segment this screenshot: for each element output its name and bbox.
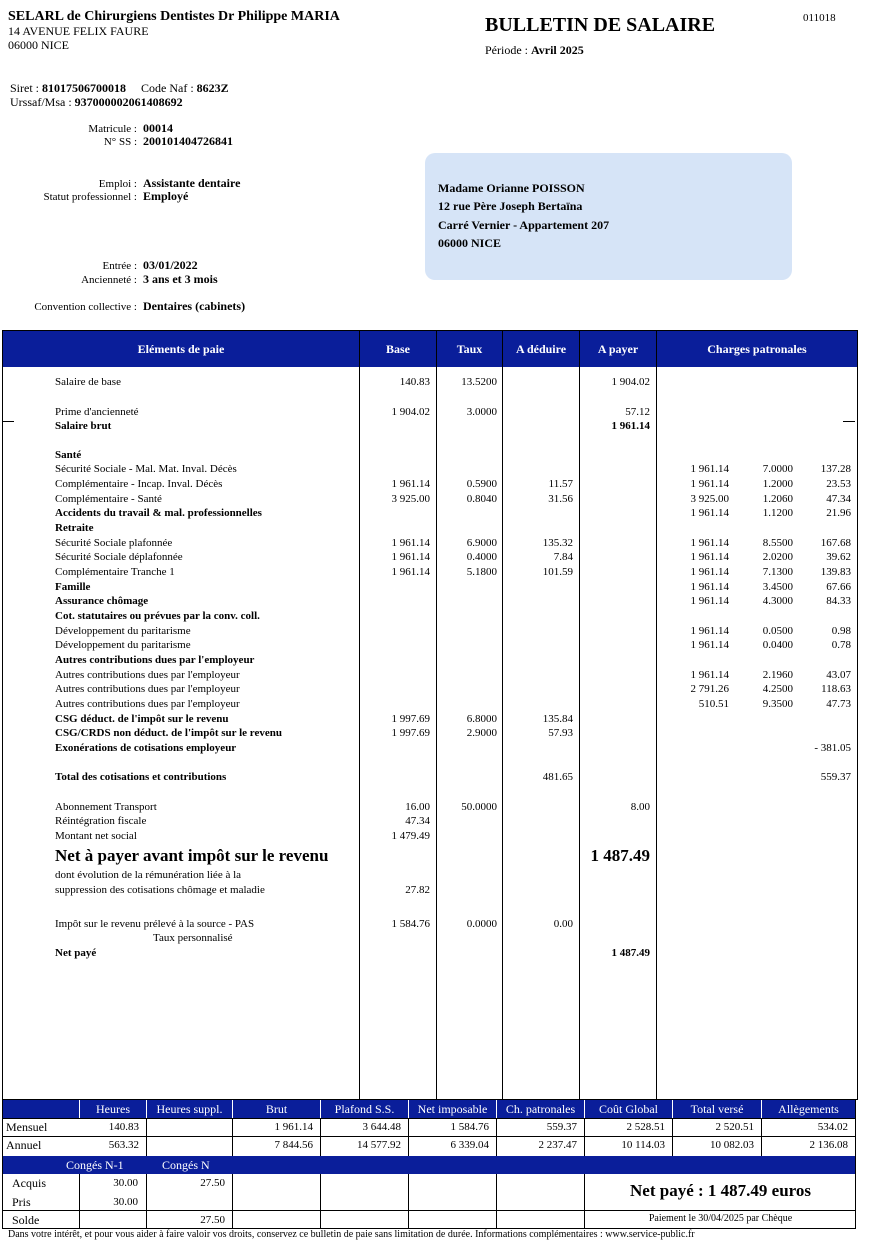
table-row bbox=[3, 830, 857, 845]
cell-ptaux: 4.3000 bbox=[762, 595, 793, 607]
cell-payer: 1 487.49 bbox=[611, 947, 650, 959]
cell-payer: 57.12 bbox=[625, 406, 650, 418]
cell-deduire: 57.93 bbox=[548, 727, 573, 739]
cell-taux: 50.0000 bbox=[461, 801, 497, 813]
grid-line bbox=[408, 1174, 409, 1228]
cell-label: Taux personnalisé bbox=[153, 932, 233, 944]
cell-label: CSG/CRDS non déduct. de l'impôt sur le revenu bbox=[55, 727, 282, 739]
grid-line bbox=[761, 1118, 762, 1156]
cell-pmontant: 43.07 bbox=[826, 669, 851, 681]
cell-pbase: 1 961.14 bbox=[690, 581, 729, 593]
cell-ptaux: 0.0500 bbox=[762, 625, 793, 637]
table-row bbox=[3, 581, 857, 596]
cell-taux: 6.9000 bbox=[466, 537, 497, 549]
conges-pris-label: Pris bbox=[12, 1195, 31, 1209]
cell-label: Cot. statutaires ou prévues par la conv. coll. bbox=[55, 610, 260, 622]
table-row bbox=[3, 654, 857, 669]
summary-header-6: Coût Global bbox=[585, 1100, 672, 1118]
cell-taux: 0.0000 bbox=[466, 918, 497, 930]
table-row bbox=[3, 463, 857, 478]
table-row bbox=[3, 727, 857, 742]
cell-deduire: 0.00 bbox=[553, 918, 573, 930]
summary-header-7: Total versé bbox=[673, 1100, 761, 1118]
cell-base: 27.82 bbox=[405, 884, 430, 896]
cell-pmontant: 139.83 bbox=[820, 566, 851, 578]
cell-pmontant: 0.98 bbox=[831, 625, 851, 637]
cell-taux: 13.5200 bbox=[461, 376, 497, 388]
summary-annuel-8: 2 136.08 bbox=[809, 1139, 848, 1151]
summary-header-5: Ch. patronales bbox=[497, 1100, 584, 1118]
conges-solde-label: Solde bbox=[12, 1213, 40, 1227]
summary-mensuel-5: 559.37 bbox=[546, 1121, 577, 1133]
summary-annuel-0: 563.32 bbox=[108, 1139, 139, 1151]
table-row bbox=[3, 625, 857, 640]
ss-label: N° SS : bbox=[103, 136, 137, 148]
cell-pmontant: 47.73 bbox=[826, 698, 851, 710]
cell-label: Sécurité Sociale déplafonnée bbox=[55, 551, 183, 563]
cell-taux: 2.9000 bbox=[466, 727, 497, 739]
cell-label: Net payé bbox=[55, 947, 97, 959]
cell-pmontant: 84.33 bbox=[826, 595, 851, 607]
table-row bbox=[3, 815, 857, 830]
grid-line bbox=[146, 1118, 147, 1156]
cell-pmontant: 67.66 bbox=[826, 581, 851, 593]
cell-label: Complémentaire - Santé bbox=[55, 493, 162, 505]
conges-pris-n1: 30.00 bbox=[113, 1196, 138, 1208]
summary-header-blank bbox=[2, 1100, 79, 1118]
recipient-city: 06000 NICE bbox=[438, 236, 502, 250]
cell-label: Réintégration fiscale bbox=[55, 815, 147, 827]
cell-label: Autres contributions dues par l'employeur bbox=[55, 698, 240, 710]
siret-line bbox=[10, 81, 229, 96]
cell-payer: 1 487.49 bbox=[590, 846, 650, 865]
cell-pbase: 1 961.14 bbox=[690, 507, 729, 519]
cell-label: Autres contributions dues par l'employeur bbox=[55, 683, 240, 695]
company-address-line2: 06000 NICE bbox=[8, 38, 69, 52]
grid-line bbox=[2, 1118, 856, 1119]
fold-mark-left bbox=[2, 421, 14, 422]
summary-mensuel-2: 1 961.14 bbox=[274, 1121, 313, 1133]
table-row bbox=[3, 683, 857, 698]
cell-label: Accidents du travail & mal. professionnelles bbox=[55, 507, 262, 519]
grid-line bbox=[232, 1174, 233, 1228]
cell-payer: 8.00 bbox=[630, 801, 650, 813]
document-title: BULLETIN DE SALAIRE bbox=[485, 14, 716, 36]
grid-line bbox=[2, 1210, 856, 1211]
cell-pmontant: 47.34 bbox=[826, 493, 851, 505]
cell-taux: 3.0000 bbox=[466, 406, 497, 418]
cell-ptaux: 2.0200 bbox=[762, 551, 793, 563]
cell-taux: 6.8000 bbox=[466, 713, 497, 725]
table-row bbox=[3, 449, 857, 464]
cell-label: Famille bbox=[55, 581, 91, 593]
grid-line bbox=[496, 1174, 497, 1228]
cell-taux: 0.5900 bbox=[466, 478, 497, 490]
conges-acquis-label: Acquis bbox=[12, 1176, 46, 1190]
cell-ptaux: 4.2500 bbox=[762, 683, 793, 695]
cell-label: Santé bbox=[55, 449, 82, 461]
naf-label: Code Naf : bbox=[141, 81, 194, 95]
summary-header-8: Allègements bbox=[762, 1100, 855, 1118]
pay-elements-table bbox=[2, 330, 858, 1100]
cell-pbase: 1 961.14 bbox=[690, 595, 729, 607]
cell-taux: 0.8040 bbox=[466, 493, 497, 505]
period-label: Période : bbox=[485, 43, 528, 57]
cell-ptaux: 8.5500 bbox=[762, 537, 793, 549]
company-address-line1: 14 AVENUE FELIX FAURE bbox=[8, 24, 149, 38]
convention-label: Convention collective : bbox=[34, 301, 137, 313]
summary-mensuel-3: 3 644.48 bbox=[362, 1121, 401, 1133]
table-row bbox=[3, 639, 857, 654]
table-row bbox=[3, 771, 857, 786]
cell-label: Salaire de base bbox=[55, 376, 121, 388]
cell-payer: 1 961.14 bbox=[611, 420, 650, 432]
cell-deduire: 11.57 bbox=[548, 478, 573, 490]
cell-label: Exonérations de cotisations employeur bbox=[55, 742, 237, 754]
cell-ptaux: 9.3500 bbox=[762, 698, 793, 710]
header-a-deduire: A déduire bbox=[515, 342, 567, 356]
conges-solde-n: 27.50 bbox=[200, 1214, 225, 1226]
anciennete-value: 3 ans et 3 mois bbox=[143, 272, 218, 286]
cell-deduire: 481.65 bbox=[542, 771, 573, 783]
cell-pmontant: 0.78 bbox=[831, 639, 851, 651]
summary-header-2: Brut bbox=[233, 1100, 320, 1118]
cell-deduire: 101.59 bbox=[542, 566, 573, 578]
cell-deduire: 31.56 bbox=[548, 493, 573, 505]
table-row bbox=[3, 406, 857, 421]
cell-base: 1 961.14 bbox=[391, 551, 430, 563]
table-row bbox=[3, 713, 857, 728]
table-row bbox=[3, 551, 857, 566]
emploi-value: Assistante dentaire bbox=[143, 176, 241, 190]
table-row bbox=[3, 537, 857, 552]
siret-label: Siret : bbox=[10, 81, 39, 95]
cell-label: Assurance chômage bbox=[55, 595, 149, 607]
net-paye-total: Net payé : 1 487.49 euros bbox=[630, 1181, 811, 1200]
cell-pbase: 1 961.14 bbox=[690, 537, 729, 549]
conges-n-header: Congés N bbox=[162, 1158, 210, 1172]
conges-header-bar bbox=[2, 1156, 856, 1174]
cell-pbase: 1 961.14 bbox=[690, 669, 729, 681]
cell-taux: 5.1800 bbox=[466, 566, 497, 578]
cell-payer: 1 904.02 bbox=[611, 376, 650, 388]
summary-mensuel-8: 534.02 bbox=[817, 1121, 848, 1133]
summary-annuel-5: 2 237.47 bbox=[538, 1139, 577, 1151]
cell-pbase: 3 925.00 bbox=[690, 493, 729, 505]
summary-annuel-3: 14 577.92 bbox=[357, 1139, 401, 1151]
cell-pmontant: 559.37 bbox=[820, 771, 851, 783]
cell-pmontant: 167.68 bbox=[820, 537, 851, 549]
cell-ptaux: 3.4500 bbox=[762, 581, 793, 593]
cell-label: Abonnement Transport bbox=[55, 801, 157, 813]
summary-mensuel-7: 2 520.51 bbox=[715, 1121, 754, 1133]
grid-line bbox=[672, 1118, 673, 1156]
cell-label: CSG déduct. de l'impôt sur le revenu bbox=[55, 713, 229, 725]
fold-mark-right bbox=[843, 421, 855, 422]
anciennete-label: Ancienneté : bbox=[81, 274, 137, 286]
matricule-label: Matricule : bbox=[88, 123, 137, 135]
pay-period bbox=[485, 43, 584, 58]
ss-value: 200101404726841 bbox=[143, 134, 233, 148]
summary-annuel-2: 7 844.56 bbox=[274, 1139, 313, 1151]
cell-label: Montant net social bbox=[55, 830, 137, 842]
cell-pmontant: 137.28 bbox=[820, 463, 851, 475]
cell-label: Complémentaire Tranche 1 bbox=[55, 566, 175, 578]
grid-line bbox=[320, 1118, 321, 1156]
header-a-payer: A payer bbox=[597, 342, 639, 356]
cell-pbase: 1 961.14 bbox=[690, 551, 729, 563]
cell-label: suppression des cotisations chômage et maladie bbox=[55, 884, 265, 896]
summary-annuel-7: 10 082.03 bbox=[710, 1139, 754, 1151]
cell-pmontant: 118.63 bbox=[821, 683, 851, 695]
table-row bbox=[3, 947, 857, 962]
cell-label: Retraite bbox=[55, 522, 94, 534]
payment-info: Paiement le 30/04/2025 par Chèque bbox=[648, 1213, 793, 1224]
matricule-value: 00014 bbox=[143, 121, 173, 135]
summary-mensuel-4: 1 584.76 bbox=[450, 1121, 489, 1133]
cell-pbase: 1 961.14 bbox=[690, 566, 729, 578]
urssaf-value: 937000002061408692 bbox=[74, 95, 183, 109]
grid-line bbox=[496, 1118, 497, 1156]
urssaf-label: Urssaf/Msa : bbox=[10, 95, 72, 109]
grid-line bbox=[320, 1174, 321, 1228]
grid-line bbox=[146, 1174, 147, 1228]
table-row bbox=[3, 698, 857, 713]
table-row bbox=[3, 846, 857, 865]
conges-n1-header: Congés N-1 bbox=[66, 1158, 124, 1172]
summary-header-3: Plafond S.S. bbox=[321, 1100, 408, 1118]
table-row bbox=[3, 478, 857, 493]
row-label-annuel: Annuel bbox=[6, 1138, 42, 1152]
table-row bbox=[3, 918, 857, 933]
statut-value: Employé bbox=[143, 189, 189, 203]
grid-line bbox=[584, 1174, 585, 1228]
cell-ptaux: 1.1200 bbox=[762, 507, 793, 519]
cell-base: 1 904.02 bbox=[391, 406, 430, 418]
header-base: Base bbox=[386, 342, 410, 356]
cell-label: Impôt sur le revenu prélevé à la source - PAS bbox=[55, 918, 255, 930]
cell-pbase: 1 961.14 bbox=[690, 625, 729, 637]
cell-ptaux: 2.1960 bbox=[762, 669, 793, 681]
siret-value: 81017506700018 bbox=[42, 81, 126, 95]
table-row bbox=[3, 742, 857, 757]
grid-line bbox=[855, 1100, 856, 1229]
cell-pbase: 1 961.14 bbox=[690, 639, 729, 651]
grid-line bbox=[2, 1100, 3, 1229]
recipient-street: 12 rue Père Joseph Bertaïna bbox=[438, 199, 583, 213]
summary-mensuel-0: 140.83 bbox=[108, 1121, 139, 1133]
table-row bbox=[3, 507, 857, 522]
summary-header-4: Net imposable bbox=[409, 1100, 496, 1118]
cell-base: 1 997.69 bbox=[391, 713, 430, 725]
table-row bbox=[3, 493, 857, 508]
recipient-address-box bbox=[425, 153, 792, 280]
cell-label: Autres contributions dues par l'employeur bbox=[55, 654, 255, 666]
naf-value: 8623Z bbox=[196, 81, 229, 95]
cell-ptaux: 1.2000 bbox=[762, 478, 793, 490]
cell-label: Net à payer avant impôt sur le revenu bbox=[55, 846, 329, 865]
cell-base: 1 479.49 bbox=[391, 830, 430, 842]
grid-line bbox=[2, 1136, 856, 1137]
recipient-name: Madame Orianne POISSON bbox=[438, 181, 585, 195]
cell-pbase: 1 961.14 bbox=[690, 463, 729, 475]
entree-label: Entrée : bbox=[102, 260, 137, 272]
table-row bbox=[3, 595, 857, 610]
cell-deduire: 135.32 bbox=[542, 537, 573, 549]
cell-label: Autres contributions dues par l'employeur bbox=[55, 669, 240, 681]
cell-base: 1 961.14 bbox=[391, 537, 430, 549]
footer-note: Dans votre intérêt, et pour vous aider à faire valoir vos droits, conservez ce bulletin de paie sans limitation de durée. Informations complémentaires : www.service-public.fr bbox=[8, 1229, 695, 1240]
cell-label: Sécurité Sociale plafonnée bbox=[55, 537, 173, 549]
cell-label: Développement du paritarisme bbox=[55, 625, 191, 637]
table-row bbox=[3, 932, 857, 947]
cell-label: Prime d'ancienneté bbox=[55, 406, 139, 418]
document-number: 011018 bbox=[803, 12, 836, 24]
cell-base: 16.00 bbox=[405, 801, 430, 813]
cell-pbase: 510.51 bbox=[698, 698, 729, 710]
table-row bbox=[3, 884, 857, 899]
cell-ptaux: 1.2060 bbox=[762, 493, 793, 505]
row-label-mensuel: Mensuel bbox=[6, 1120, 48, 1134]
summary-table bbox=[2, 1100, 856, 1228]
cell-ptaux: 7.1300 bbox=[762, 566, 793, 578]
table-row bbox=[3, 669, 857, 684]
cell-pmontant: 21.96 bbox=[826, 507, 851, 519]
table-row bbox=[3, 610, 857, 625]
recipient-building: Carré Vernier - Appartement 207 bbox=[438, 218, 610, 232]
header-charges-patronales: Charges patronales bbox=[707, 342, 807, 356]
summary-header-0: Heures bbox=[80, 1100, 146, 1118]
header-elements: Eléments de paie bbox=[137, 342, 225, 356]
company-name: SELARL de Chirurgiens Dentistes Dr Philippe MARIA bbox=[8, 9, 340, 24]
cell-base: 47.34 bbox=[405, 815, 430, 827]
convention-value: Dentaires (cabinets) bbox=[143, 299, 246, 313]
cell-pmontant: 39.62 bbox=[826, 551, 851, 563]
table-row bbox=[3, 566, 857, 581]
cell-ptaux: 0.0400 bbox=[762, 639, 793, 651]
cell-base: 1 584.76 bbox=[391, 918, 430, 930]
cell-label: Salaire brut bbox=[55, 420, 112, 432]
entree-value: 03/01/2022 bbox=[143, 258, 198, 272]
cell-pbase: 2 791.26 bbox=[690, 683, 729, 695]
cell-pmontant: 23.53 bbox=[826, 478, 851, 490]
cell-label: Total des cotisations et contributions bbox=[55, 771, 227, 783]
cell-pbase: 1 961.14 bbox=[690, 478, 729, 490]
grid-line bbox=[584, 1118, 585, 1156]
table-row bbox=[3, 420, 857, 435]
cell-base: 1 997.69 bbox=[391, 727, 430, 739]
cell-ptaux: 7.0000 bbox=[762, 463, 793, 475]
table-row bbox=[3, 869, 857, 884]
summary-mensuel-6: 2 528.51 bbox=[626, 1121, 665, 1133]
table-header bbox=[3, 331, 857, 367]
cell-base: 140.83 bbox=[399, 376, 430, 388]
cell-pmontant: - 381.05 bbox=[814, 742, 851, 754]
urssaf-line bbox=[10, 95, 183, 110]
summary-header-1: Heures suppl. bbox=[147, 1100, 232, 1118]
table-row bbox=[3, 522, 857, 537]
emploi-label: Emploi : bbox=[98, 178, 137, 190]
table-row bbox=[3, 376, 857, 391]
cell-base: 1 961.14 bbox=[391, 478, 430, 490]
summary-annuel-4: 6 339.04 bbox=[450, 1139, 489, 1151]
cell-label: Développement du paritarisme bbox=[55, 639, 191, 651]
cell-base: 1 961.14 bbox=[391, 566, 430, 578]
statut-label: Statut professionnel : bbox=[43, 191, 137, 203]
grid-line bbox=[408, 1118, 409, 1156]
summary-annuel-6: 10 114.03 bbox=[621, 1139, 665, 1151]
cell-taux: 0.4000 bbox=[466, 551, 497, 563]
table-row bbox=[3, 801, 857, 816]
cell-deduire: 7.84 bbox=[553, 551, 573, 563]
grid-line bbox=[232, 1118, 233, 1156]
cell-base: 3 925.00 bbox=[391, 493, 430, 505]
header-taux: Taux bbox=[456, 342, 483, 356]
cell-deduire: 135.84 bbox=[542, 713, 573, 725]
conges-acquis-n: 27.50 bbox=[200, 1177, 225, 1189]
cell-label: Sécurité Sociale - Mal. Mat. Inval. Décès bbox=[55, 463, 237, 475]
cell-label: dont évolution de la rémunération liée à la bbox=[55, 869, 242, 881]
conges-acquis-n1: 30.00 bbox=[113, 1177, 138, 1189]
period-value: Avril 2025 bbox=[531, 43, 584, 57]
grid-line bbox=[79, 1174, 80, 1228]
cell-label: Complémentaire - Incap. Inval. Décès bbox=[55, 478, 223, 490]
